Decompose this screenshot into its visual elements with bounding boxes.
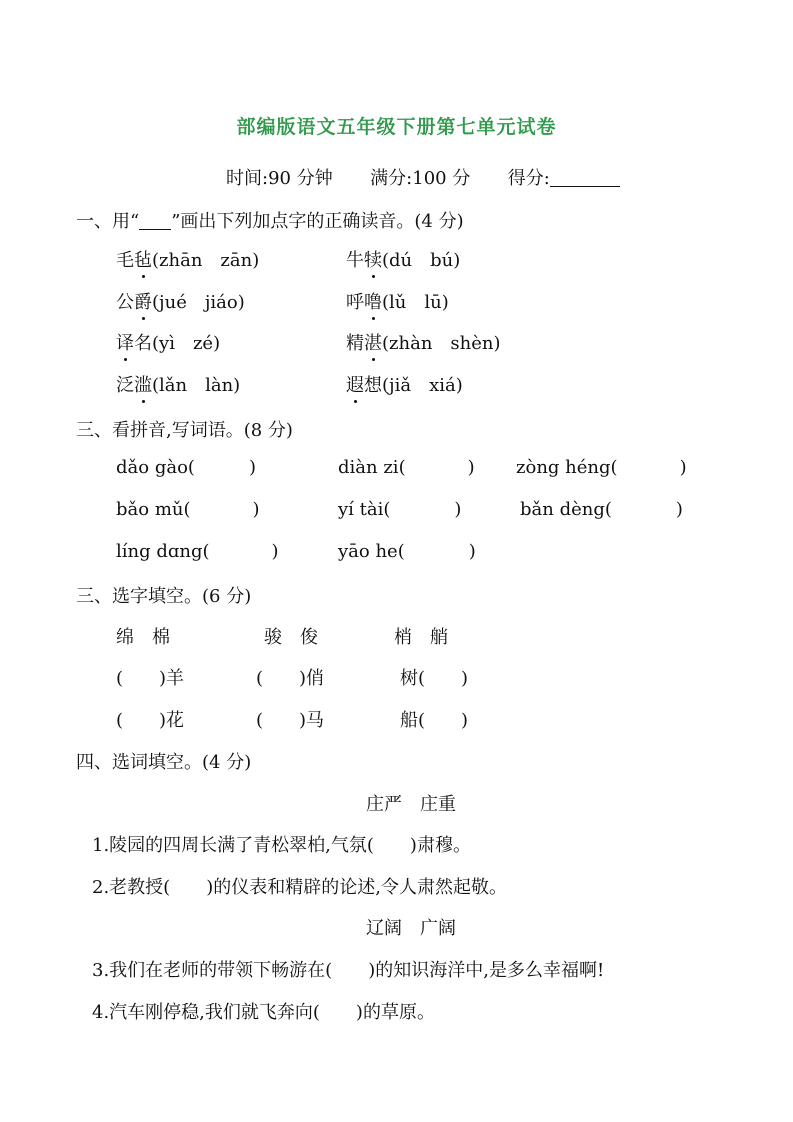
fill-char-3[interactable]: 树( ): [400, 668, 469, 689]
section-1-head-part-b: ”画出下列加点字的正确读音。(4 分): [171, 211, 464, 232]
pinyin-text: bǎn dèng: [520, 499, 605, 520]
close-paren: ): [248, 457, 256, 478]
pinyin-text: bǎo mǔ: [116, 499, 184, 520]
pinyin-item-6: [346, 329, 501, 355]
time-label: 时间:90 分钟: [226, 168, 333, 189]
pinyin-word-6: [520, 499, 683, 520]
fill-char-4[interactable]: ( )花: [116, 710, 185, 731]
char-pair-1: 绵 棉: [116, 627, 170, 648]
open-paren: (: [610, 457, 618, 478]
fill-char-5[interactable]: ( )马: [256, 710, 325, 731]
pinyin-word-3: [516, 457, 687, 478]
dotted-char: 犊: [364, 246, 382, 272]
word-char: 毛: [116, 250, 134, 271]
pinyin-word-2: [338, 457, 475, 478]
word-char: 精: [346, 333, 364, 354]
dotted-char: 湛: [364, 329, 382, 355]
reading-options[interactable]: (jué jiáo): [152, 292, 245, 313]
pinyin-item-7: [116, 371, 240, 397]
question-2[interactable]: 2.老教授( )的仪表和精辟的论述,令人肃然起敬。: [92, 877, 507, 898]
reading-options[interactable]: (zhàn shèn): [382, 333, 501, 354]
pinyin-item-2: [346, 246, 460, 272]
pinyin-item-5: [116, 329, 220, 355]
exam-meta: [226, 164, 620, 190]
close-paren: ): [679, 457, 687, 478]
section-3-heading: 三、选字填空。(6 分): [76, 586, 252, 607]
fill-char-6[interactable]: 船( ): [400, 710, 469, 731]
reading-options[interactable]: (yì zé): [152, 333, 221, 354]
pinyin-word-1: [116, 457, 256, 478]
word-char: 想: [364, 375, 382, 396]
word-char: 牛: [346, 250, 364, 271]
word-char: 泛: [116, 375, 134, 396]
question-3[interactable]: 3.我们在老师的带领下畅游在( )的知识海洋中,是多么幸福啊!: [92, 960, 605, 981]
close-paren: ): [271, 541, 279, 562]
open-paren: (: [398, 457, 406, 478]
reading-options[interactable]: (lǔ lū): [382, 292, 449, 313]
section-4-heading: 四、选词填空。(4 分): [76, 752, 252, 773]
reading-options[interactable]: (dú bú): [382, 250, 461, 271]
word-choices-2: 辽阔 广阔: [366, 918, 456, 939]
char-pair-2: 骏 俊: [264, 627, 318, 648]
score-label: 得分:: [507, 168, 550, 189]
pinyin-word-5: [338, 499, 461, 520]
close-paren: ): [468, 541, 476, 562]
dotted-char: 毡: [134, 246, 152, 272]
close-paren: ): [467, 457, 475, 478]
pinyin-word-4: [116, 499, 260, 520]
reading-options[interactable]: (lǎn làn): [152, 375, 241, 396]
fill-char-2[interactable]: ( )俏: [256, 668, 325, 689]
reading-options[interactable]: (zhān zān): [152, 250, 260, 271]
close-paren: ): [675, 499, 683, 520]
underline-sample: [139, 211, 171, 230]
pinyin-item-4: [346, 288, 449, 314]
section-1-heading: [76, 207, 464, 233]
pinyin-text: diàn zi: [338, 457, 399, 478]
close-paren: ): [454, 499, 462, 520]
exam-title: 部编版语文五年级下册第七单元试卷: [236, 116, 557, 138]
close-paren: ): [252, 499, 260, 520]
pinyin-text: zòng héng: [516, 457, 611, 478]
pinyin-item-1: [116, 246, 259, 272]
section-2-heading: 三、看拼音,写词语。(8 分): [76, 420, 293, 441]
word-char: 名: [134, 333, 152, 354]
open-paren: (: [604, 499, 612, 520]
pinyin-item-8: [346, 371, 463, 397]
pinyin-text: yí tài: [338, 499, 384, 520]
pinyin-word-8: [338, 541, 476, 562]
pinyin-word-7: [116, 541, 279, 562]
full-score-label: 满分:100 分: [370, 168, 471, 189]
pinyin-item-3: [116, 288, 245, 314]
open-paren: (: [397, 541, 405, 562]
dotted-char: 爵: [134, 288, 152, 314]
open-paren: (: [187, 457, 195, 478]
section-1-head-part-a: 一、用“: [76, 211, 140, 232]
dotted-char: 滥: [134, 371, 152, 397]
word-choices-1: 庄严 庄重: [366, 794, 456, 815]
fill-char-1[interactable]: ( )羊: [116, 668, 185, 689]
score-blank[interactable]: [550, 168, 620, 187]
reading-options[interactable]: (jiǎ xiá): [382, 375, 463, 396]
word-char: 公: [116, 292, 134, 313]
dotted-char: 遐: [346, 371, 364, 397]
word-char: 呼: [346, 292, 364, 313]
question-1[interactable]: 1.陵园的四周长满了青松翠柏,气氛( )肃穆。: [92, 835, 471, 856]
question-4[interactable]: 4.汽车刚停稳,我们就飞奔向( )的草原。: [92, 1002, 435, 1023]
dotted-char: 译: [116, 329, 134, 355]
open-paren: (: [183, 499, 191, 520]
char-pair-3: 梢 艄: [394, 627, 448, 648]
pinyin-text: líng dɑng: [116, 541, 203, 562]
open-paren: (: [383, 499, 391, 520]
pinyin-text: dǎo gào: [116, 457, 188, 478]
open-paren: (: [202, 541, 210, 562]
pinyin-text: yāo he: [338, 541, 398, 562]
dotted-char: 噜: [364, 288, 382, 314]
